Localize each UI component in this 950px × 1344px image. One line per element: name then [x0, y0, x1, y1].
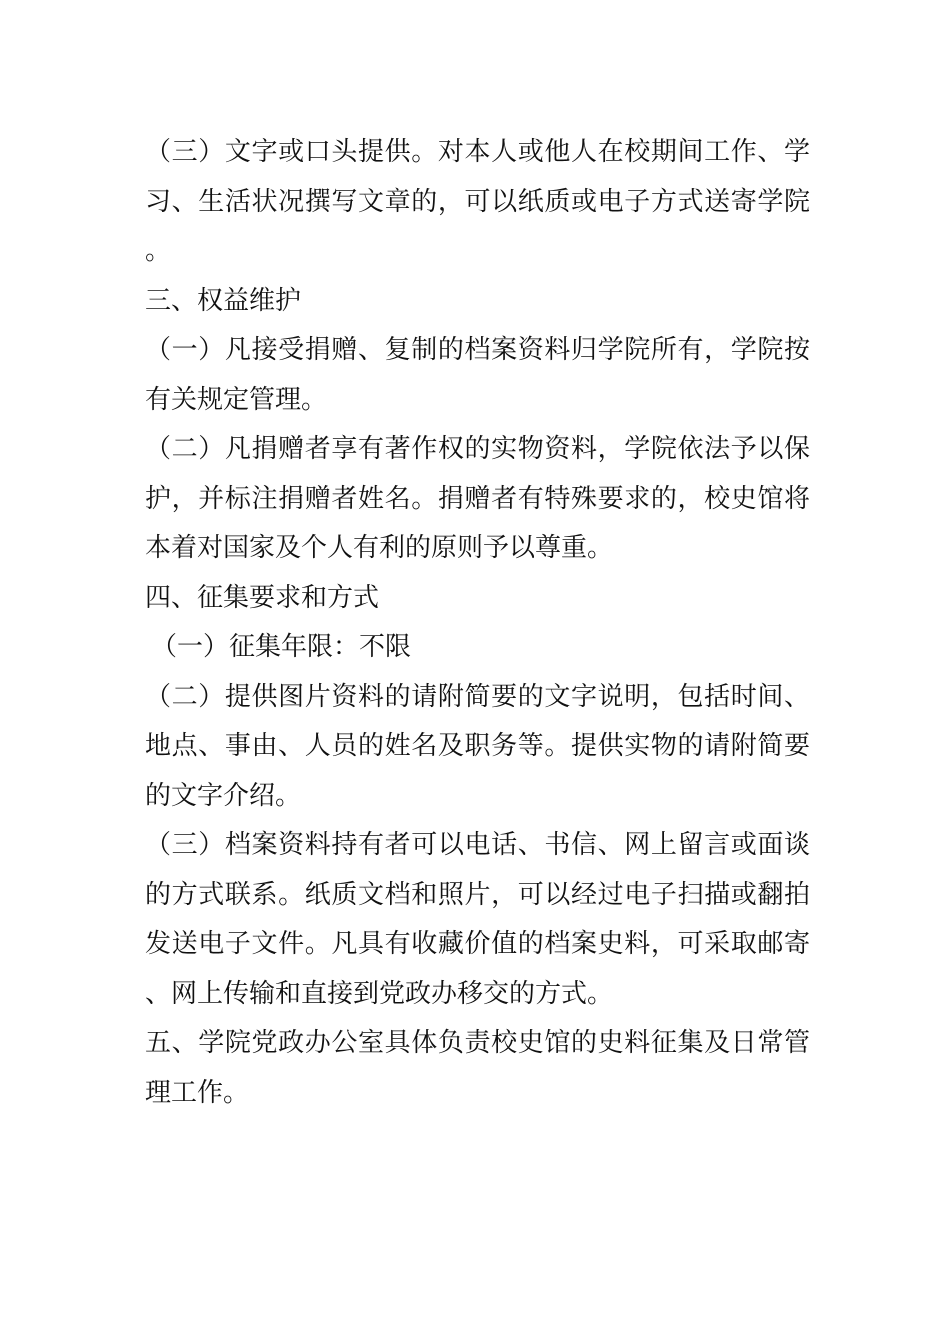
document-body	[145, 128, 810, 1118]
paragraph-office-responsibility: 五、学院党政办公室具体负责校史馆的史料征集及日常管理工作。	[145, 1028, 810, 1108]
section-heading-requirements-methods: 四、征集要求和方式	[145, 582, 380, 613]
paragraph-contact-methods: （三）档案资料持有者可以电话、书信、网上留言或面谈的方式联系。纸质文档和照片，可以经过电子扫描或翻拍发送电子文件。凡具有收藏价值的档案史料，可采取邮寄、网上传输和直接到党政办移交的方式。	[145, 830, 810, 1009]
paragraph-collection-period: （一）征集年限：不限	[151, 632, 412, 662]
paragraph-copyright-protection: （二）凡捐赠者享有著作权的实物资料，学院依法予以保护，并标注捐赠者姓名。捐赠者有特殊要求的，校史馆将本着对国家及个人有利的原则予以尊重。	[145, 434, 810, 563]
paragraph-photo-description: （二）提供图片资料的请附简要的文字说明，包括时间、地点、事由、人员的姓名及职务等。提供实物的请附简要的文字介绍。	[145, 681, 810, 811]
section-heading-rights-protection: 三、权益维护	[145, 285, 302, 316]
paragraph-text-or-oral-provision: （三）文字或口头提供。对本人或他人在校期间工作、学习、生活状况撰写文章的，可以纸质或电子方式送寄学院。	[145, 137, 810, 266]
paragraph-donation-ownership: （一）凡接受捐赠、复制的档案资料归学院所有，学院按有关规定管理。	[145, 335, 810, 415]
